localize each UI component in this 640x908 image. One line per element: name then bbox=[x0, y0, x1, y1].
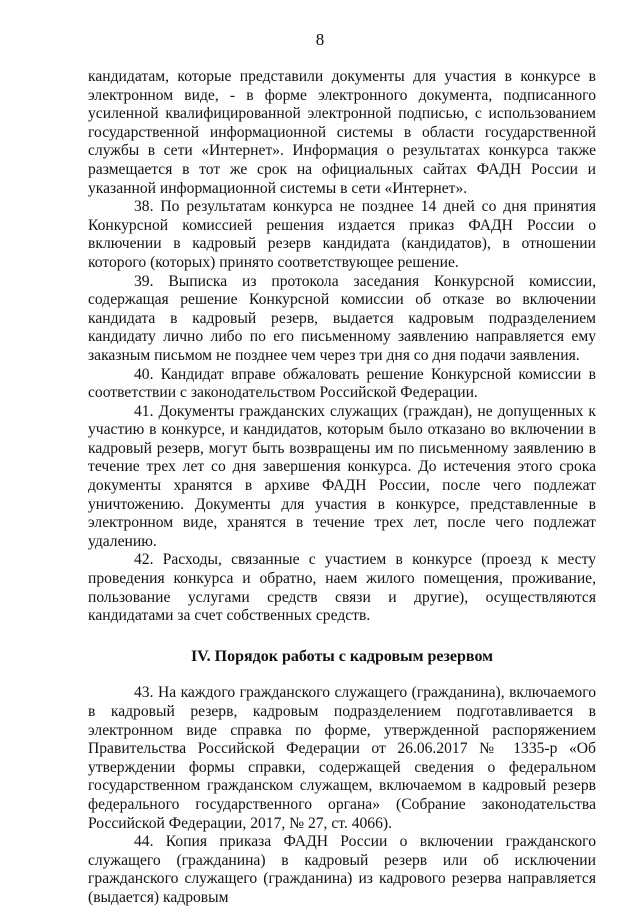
paragraph-42: 42. Расходы, связанные с участием в конкурсе (проезд к месту проведения конкурса и обратно, наем жилого помещения, проживание, пользование услугами средств связи и другие), осуществляются кандидатами за счет собственных средств. bbox=[88, 551, 596, 625]
document-body bbox=[88, 68, 596, 908]
paragraph-38: 38. По результатам конкурса не позднее 14 дней со дня принятия Конкурсной комиссией решения издается приказ ФАДН России о включении в кадровый резерв кандидата (кандидатов), в отношении которого (которых) принято соответствующее решение. bbox=[88, 198, 596, 271]
paragraph-43: 43. На каждого гражданского служащего (гражданина), включаемого в кадровый резерв, кадровым подразделением подготавливается в электронном виде справка по форме, утвержденной распоряжением Правительства Российской Федерации от 26.06.2017 № 1335-р «Об утверждении формы справки, содержащей сведения о федеральном государственном гражданском служащем, включаемом в кадровый резерв федерального государственного органа» (Собрание законодательства Российской Федерации, 2017, № 27, ст. 4066). bbox=[88, 684, 596, 832]
section-heading: IV. Порядок работы с кадровым резервом bbox=[190, 647, 494, 665]
paragraph-continuation: кандидатам, которые представили документы для участия в конкурсе в электронном виде, - в форме электронного документа, подписанного усиленной квалифицированной электронной подписью, с использованием государственной информационной системы в области государственной службы в сети «Интернет». Информация о результатах конкурса также размещается в тот же срок на официальных сайтах ФАДН России и указанной информационной системы в сети «Интернет». bbox=[88, 68, 596, 197]
paragraph-41: 41. Документы гражданских служащих (граждан), не допущенных к участию в конкурсе, и кандидатов, которым было отказано во включении в кадровый резерв, могут быть возвращены им по письменному заявлению в течение трех лет со дня завершения конкурса. До истечения этого срока документы хранятся в архиве ФАДН России, после чего подлежат уничтожению. Документы для участия в конкурсе, представленные в электронном виде, хранятся в течение трех лет, после чего подлежат удалению. bbox=[88, 402, 596, 550]
paragraph-39: 39. Выписка из протокола заседания Конкурсной комиссии, содержащая решение Конкурсной комиссии об отказе во включении кандидата в кадровый резерв, выдается кадровым подразделением кандидату лично либо по его письменному заявлению направляется ему заказным письмом не позднее чем через три дня со дня подачи заявления. bbox=[88, 272, 596, 364]
paragraph-44: 44. Копия приказа ФАДН России о включении гражданского служащего (гражданина) в кадровый резерв или об исключении гражданского служащего (гражданина) из кадрового резерва направляется (выдается) кадровым bbox=[88, 833, 596, 906]
paragraph-40: 40. Кандидат вправе обжаловать решение Конкурсной комиссии в соответствии с законодательством Российской Федерации. bbox=[88, 365, 596, 402]
page-number: 8 bbox=[315, 30, 325, 49]
